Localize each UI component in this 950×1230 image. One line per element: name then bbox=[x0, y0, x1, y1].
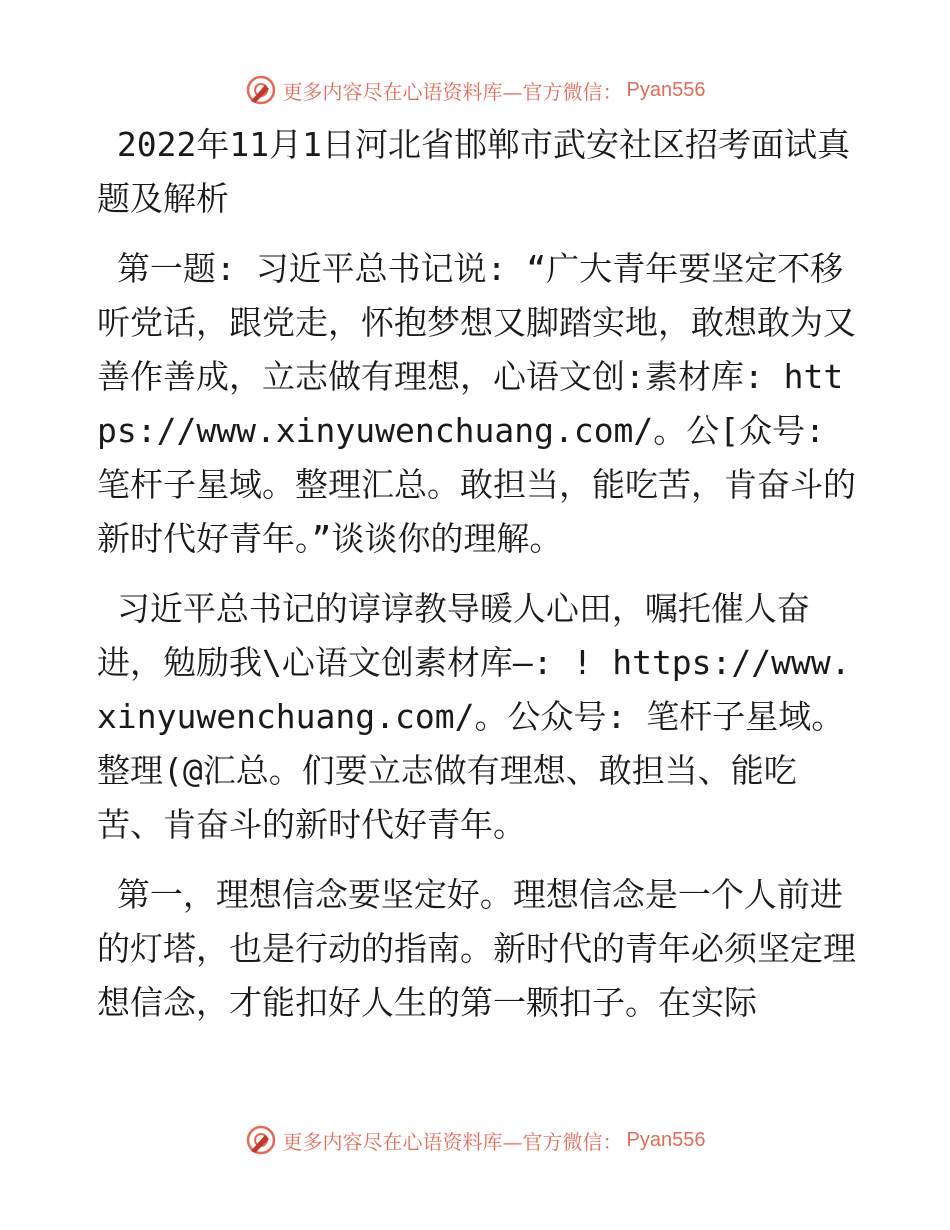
document-body bbox=[97, 118, 857, 1030]
paragraph-question: 第一题: 习近平总书记说: “广大青年要坚定不移听党话，跟党走，怀抱梦想又脚踏实地，敢想敢为又善作善成，立志做有理想，心语文创:素材库: https://www.xinyuwenchuang.com/。公[众号: 笔杆子星域。整理汇总。敢担当，能吃苦，肯奋斗的新时代好青年。”谈谈你的理解。 bbox=[97, 249, 856, 558]
footer-banner bbox=[0, 1120, 950, 1160]
pen-logo-icon bbox=[245, 1124, 277, 1156]
header-banner bbox=[0, 70, 950, 110]
footer-banner-text: 更多内容尽在心语资料库—官方微信： bbox=[282, 1129, 623, 1154]
header-banner-contact: Pyan556 bbox=[626, 78, 706, 101]
paragraph-intro: 习近平总书记的谆谆教导暖人心田，嘱托催人奋进，勉励我\心语文创素材库—: ! https://www.xinyuwenchuang.com/。公众号: 笔杆子星域。整理(@汇总。们要立志做有理想、敢担当、能吃苦、肯奋斗的新时代好青年。 bbox=[97, 589, 851, 844]
footer-banner-contact: Pyan556 bbox=[626, 1128, 706, 1151]
header-banner-text: 更多内容尽在心语资料库—官方微信： bbox=[282, 79, 623, 104]
paragraph-point-one: 第一，理想信念要坚定好。理想信念是一个人前进的灯塔，也是行动的指南。新时代的青年必须坚定理想信念，才能扣好人生的第一颗扣子。在实际 bbox=[97, 875, 856, 1022]
pen-logo-icon bbox=[245, 74, 277, 106]
document-title: 2022年11月1日河北省邯郸市武安社区招考面试真题及解析 bbox=[97, 125, 850, 218]
